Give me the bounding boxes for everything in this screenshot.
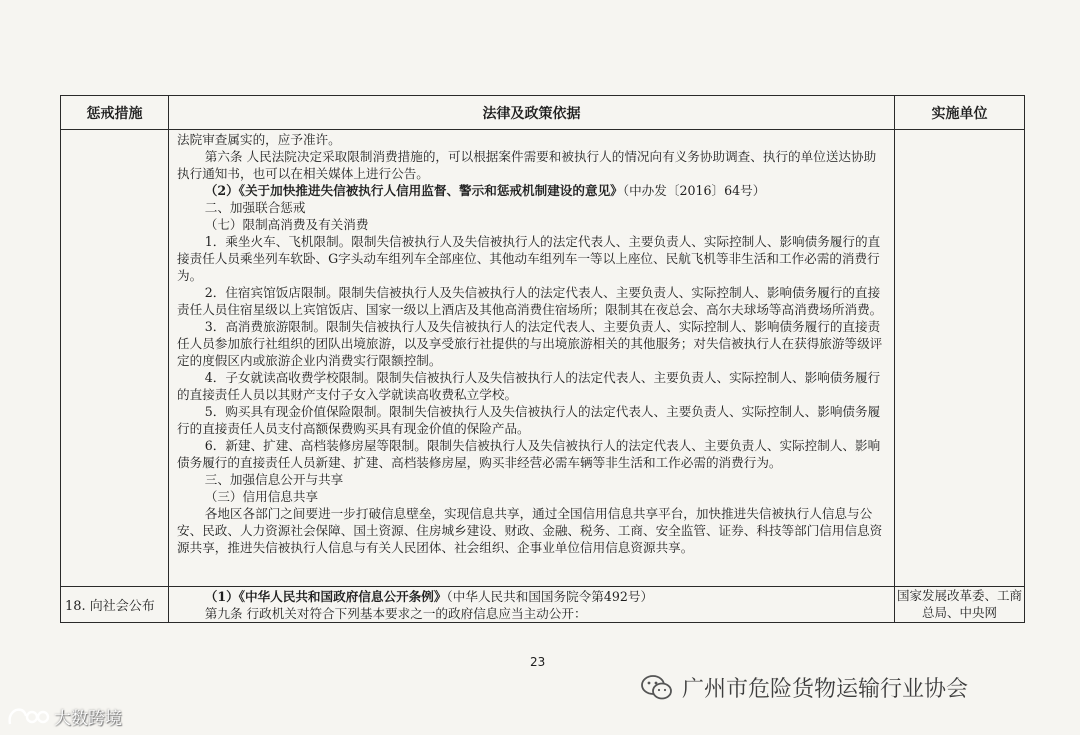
- law-paragraph: （七）限制高消费及有关消费: [204, 217, 369, 232]
- law-paragraph: 6．新建、扩建、高档装修房屋等限制。限制失信被执行人及失信被执行人的法定代表人、主要负责人、实际控制人、影响债务履行的直接责任人员新建、扩建、高档装修房屋，购买非经营必需车辆等非生活和工作必需的消费行为。: [177, 438, 881, 470]
- law-title: （1）《中华人民共和国政府信息公开条例》: [204, 589, 447, 604]
- header-unit: 实施单位: [895, 96, 1025, 130]
- law-paragraph: （三）信用信息共享: [204, 489, 319, 504]
- policy-table: [60, 95, 1025, 623]
- brand-watermark: [6, 704, 122, 729]
- law-paragraph: 第六条 人民法院决定采取限制消费措施的，可以根据案件需要和被执行人的情况向有义务协助调查、执行的单位送达协助执行通知书，也可以在相关媒体上进行公告。: [177, 149, 877, 181]
- law-paragraph: 2．住宿宾馆饭店限制。限制失信被执行人及失信被执行人的法定代表人、主要负责人、实际控制人、影响债务履行的直接责任人员住宿星级以上宾馆饭店、国家一级以上酒店及其他高消费住宿场所；限制其在夜总会、高尔夫球场等高消费场所消费。: [177, 285, 883, 317]
- law-paragraph: 4．子女就读高收费学校限制。限制失信被执行人及失信被执行人的法定代表人、主要负责人、实际控制人、影响债务履行的直接责任人员以其财产支付子女入学就读高收费私立学校。: [177, 370, 881, 402]
- law-paragraph: 1．乘坐火车、飞机限制。限制失信被执行人及失信被执行人的法定代表人、主要负责人、实际控制人、影响债务履行的直接责任人员乘坐列车软卧、G字头动车组列车全部座位、其他动车组列车一等以上座位、民航飞机等非生活和工作必需的消费行为。: [177, 234, 881, 283]
- law-paragraph: 5．购买具有现金价值保险限制。限制失信被执行人及失信被执行人的法定代表人、主要负责人、实际控制人、影响债务履行的直接责任人员支付高额保费购买具有现金价值的保险产品。: [177, 404, 881, 436]
- law-paragraph: [177, 588, 888, 605]
- wechat-icon: [640, 674, 674, 702]
- law-paragraph: [177, 182, 888, 199]
- brand-logo-icon: [6, 706, 50, 728]
- header-measure: 惩戒措施: [61, 96, 169, 130]
- law-title: （2）《关于加快推进失信被执行人信用监督、警示和惩戒机制建设的意见》: [204, 183, 623, 198]
- law-paragraph: 各地区各部门之间要进一步打破信息壁垒，实现信息共享，通过全国信用信息共享平台，加快推进失信被执行人信息与公安、民政、人力资源社会保障、国土资源、住房城乡建设、财政、金融、税务、工商、安全监管、证券、科技等部门信用信息资源共享，推进失信被执行人信息与有关人民团体、社会组织、企事业单位信用信息资源共享。: [177, 506, 883, 555]
- table-row: [61, 587, 1025, 623]
- wechat-account-name: 广州市危险货物运输行业协会: [682, 677, 969, 702]
- law-cell: [169, 587, 895, 623]
- law-paragraph: 第九条 行政机关对符合下列基本要求之一的政府信息应当主动公开：: [204, 606, 587, 621]
- measure-cell: [61, 130, 169, 587]
- law-cell: [169, 130, 895, 587]
- unit-cell: 国家发展改革委、工商总局、中央网: [895, 587, 1025, 623]
- law-paragraph: 3．高消费旅游限制。限制失信被执行人及失信被执行人的法定代表人、主要负责人、实际控制人、影响债务履行的直接责任人员参加旅行社组织的团队出境旅游，以及享受旅行社提供的与出境旅游相关的其他服务；对失信被执行人在获得旅游等级评定的度假区内或旅游企业内消费实行限额控制。: [177, 319, 883, 368]
- law-doc-number: （中办发〔2016〕64号）: [622, 183, 766, 198]
- unit-cell: [895, 130, 1025, 587]
- table-row: [61, 130, 1025, 587]
- measure-cell: 18. 向社会公布: [61, 587, 169, 623]
- law-paragraph: 法院审查属实的，应予准许。: [177, 132, 341, 147]
- page-number: 23: [530, 655, 546, 669]
- header-law: 法律及政策依据: [169, 96, 895, 130]
- wechat-watermark: [640, 672, 968, 703]
- table-header-row: [61, 96, 1025, 130]
- brand-name: 大数跨境: [54, 709, 122, 729]
- law-paragraph: 三、加强信息公开与共享: [204, 472, 344, 487]
- law-paragraph: 二、加强联合惩戒: [204, 200, 306, 215]
- law-doc-number: （中华人民共和国国务院令第492号）: [446, 589, 654, 604]
